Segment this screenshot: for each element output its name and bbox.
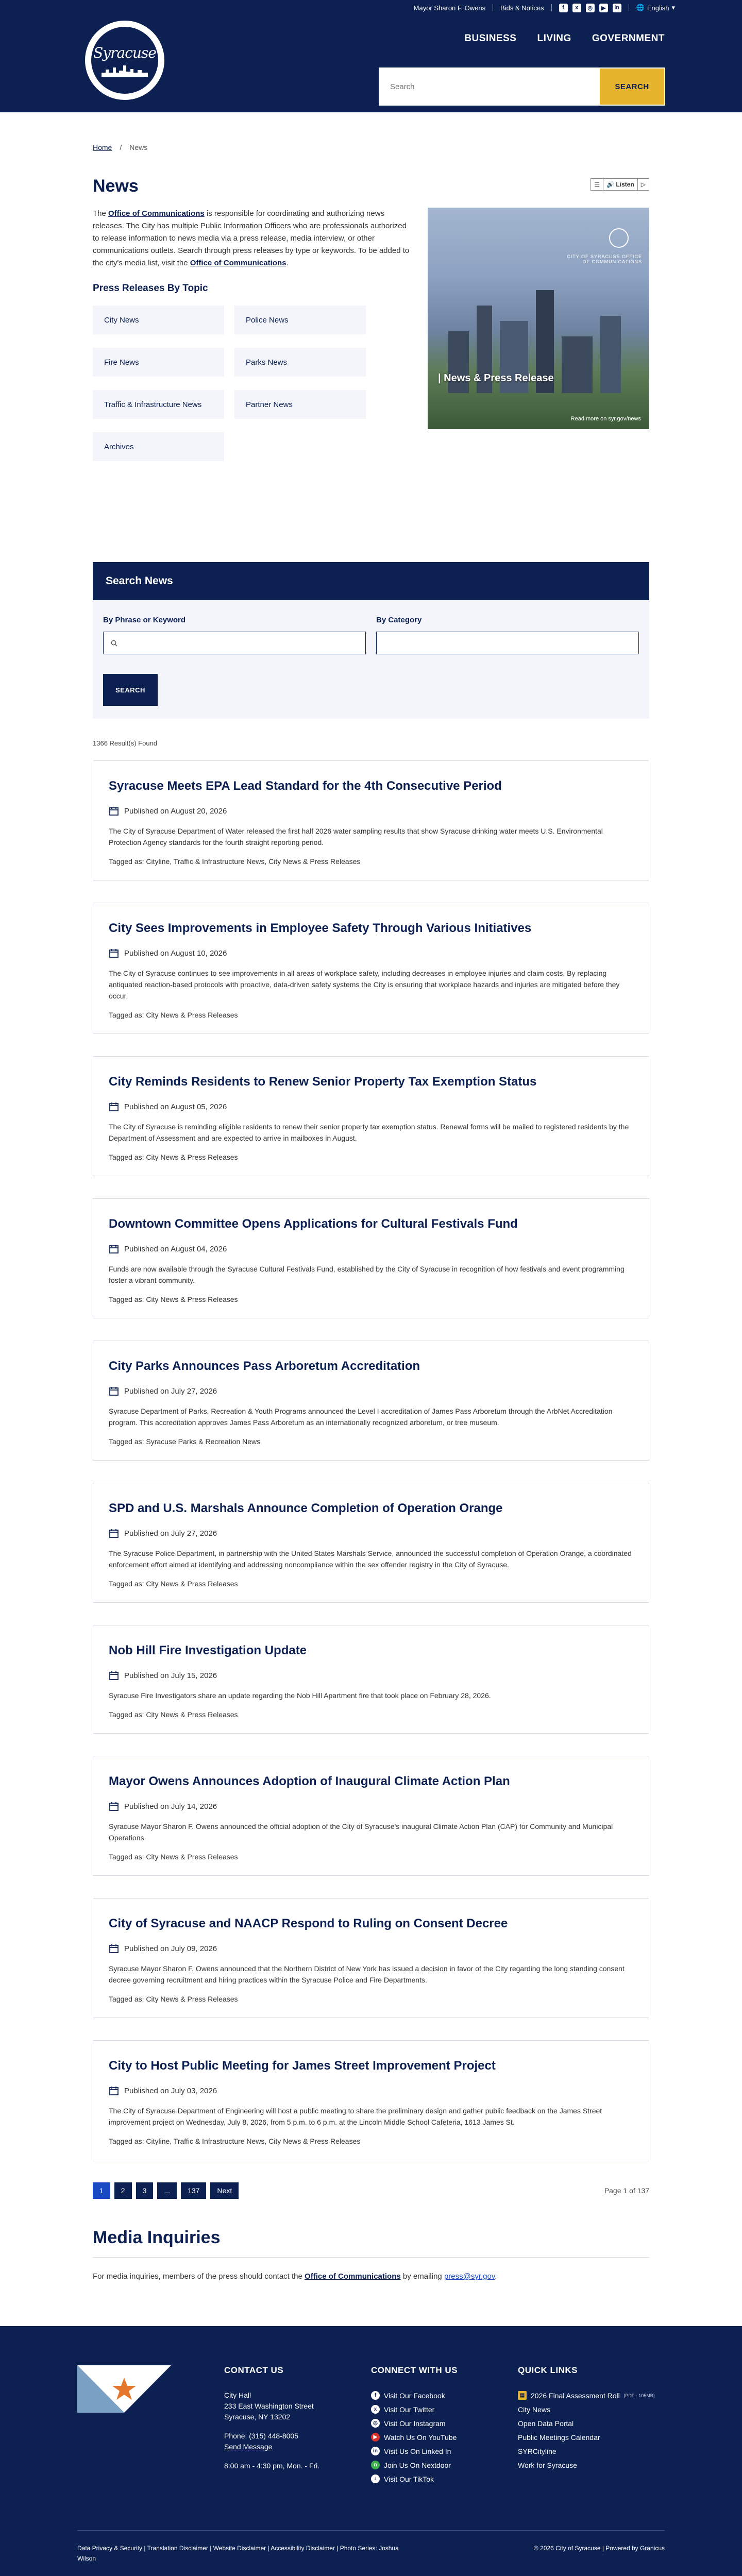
intro-body: is responsible for coordinating and authorizing news releases. The City has multiple Public Information Officers who are professionals authorized to release information to news media via a press release, media interview, or other communications outlets. Search through press releases by type or keywords. To be added to the city's media list, visit the	[93, 209, 410, 267]
topics-grid	[93, 306, 410, 461]
article-title-link[interactable]: City of Syracuse and NAACP Respond to Ruling on Consent Decree	[109, 1917, 508, 1930]
site-search-input[interactable]	[390, 82, 600, 91]
spacer	[224, 2452, 371, 2461]
address-line: City Hall	[224, 2391, 251, 2399]
calendar-icon	[109, 2086, 119, 2096]
article-tags[interactable]: Tagged as: City News & Press Releases	[109, 1853, 238, 1861]
connect-label: Watch Us On YouTube	[384, 2433, 457, 2442]
media-inquiries-title: Media Inquiries	[93, 2228, 221, 2247]
facebook-icon[interactable]: f	[559, 4, 568, 12]
nav-government[interactable]: GOVERNMENT	[592, 33, 665, 44]
quick-link-label: Open Data Portal	[518, 2419, 574, 2428]
main-nav	[464, 33, 665, 44]
article-title-link[interactable]: Nob Hill Fire Investigation Update	[109, 1643, 307, 1657]
article-title-link[interactable]: City to Host Public Meeting for James Street Improvement Project	[109, 2059, 496, 2073]
article-date-text: Published on July 03, 2026	[124, 2086, 217, 2095]
quick-link-city-news[interactable]	[518, 2402, 665, 2416]
pdf-size-badge: [PDF - 105MB]	[623, 2393, 655, 2398]
quick-links-title: QUICK LINKS	[518, 2365, 578, 2375]
page-3-button[interactable]: 3	[136, 2182, 154, 2199]
address-line: 233 East Washington Street	[224, 2402, 314, 2410]
article-tags[interactable]: Tagged as: City News & Press Releases	[109, 1580, 238, 1588]
pagination	[93, 2182, 649, 2199]
mayor-link[interactable]: Mayor Sharon F. Owens	[413, 4, 486, 12]
article-title-link[interactable]: City Sees Improvements in Employee Safety Through Various Initiatives	[109, 921, 532, 935]
footer-logo-mark	[77, 2365, 171, 2413]
tiktok-icon: ♪	[371, 2475, 380, 2483]
connect-linkedin[interactable]	[371, 2444, 518, 2458]
connect-youtube[interactable]	[371, 2430, 518, 2444]
article-date	[109, 1670, 633, 1681]
intro-text	[93, 208, 410, 269]
article-date	[109, 1244, 633, 1254]
logo-seal	[91, 27, 158, 94]
article-date	[109, 948, 633, 958]
news-article-card	[93, 1056, 649, 1176]
linkedin-icon[interactable]: in	[613, 4, 621, 12]
article-tags[interactable]: Tagged as: City News & Press Releases	[109, 1710, 238, 1719]
topics-title: Press Releases By Topic	[93, 283, 208, 294]
quick-link-label: Public Meetings Calendar	[518, 2433, 600, 2442]
main-content	[93, 112, 649, 2326]
news-article-card	[93, 1341, 649, 1461]
office-link[interactable]: Office of Communications	[108, 209, 205, 218]
nextdoor-icon: n	[371, 2461, 380, 2469]
article-tags[interactable]: Tagged as: City News & Press Releases	[109, 1153, 238, 1161]
connect-label: Visit Us On Linked In	[384, 2447, 451, 2455]
quick-link-assessment[interactable]	[518, 2388, 665, 2402]
search-news-title: Search News	[93, 562, 649, 600]
article-date-text: Published on August 05, 2026	[124, 1102, 227, 1111]
facebook-icon: f	[371, 2391, 380, 2400]
twitter-icon: x	[371, 2405, 380, 2414]
copyright: © 2026 City of Syracuse | Powered by Granicus	[533, 2545, 665, 2552]
category-field-group	[376, 616, 639, 654]
connect-label: Visit Our Twitter	[384, 2405, 435, 2414]
intro-end: .	[286, 259, 289, 267]
article-description: The City of Syracuse Department of Engineering will host a public meeting to share the preliminary design and gather public feedback on the James Street improvement project on Wednesday, July 8, 2026, from 5 p.m. to 6 p.m. at the Lincoln Middle School Cafeteria, 1613 James St.	[109, 2107, 602, 2126]
contact-lines	[224, 2390, 371, 2471]
news-photo	[428, 208, 649, 429]
quick-link-open-data[interactable]	[518, 2416, 665, 2430]
nav-business[interactable]: BUSINESS	[464, 33, 517, 44]
article-description: Syracuse Mayor Sharon F. Owens announced that the Northern District of New York has issued a decision in favor of the City regarding the long standing consent decree governing recruitment and hiring practices within the Syracuse Police and Fire Departments.	[109, 1964, 625, 1984]
topic-traffic-news[interactable]: Traffic & Infrastructure News	[93, 390, 224, 419]
article-title-link[interactable]: City Parks Announces Pass Arboretum Accreditation	[109, 1359, 420, 1373]
page-title: News	[93, 176, 139, 196]
article-tags[interactable]: Tagged as: City News & Press Releases	[109, 1295, 238, 1303]
globe-icon: 🌐	[636, 4, 645, 11]
connect-label: Visit Our TikTok	[384, 2475, 434, 2483]
instagram-icon[interactable]: ◎	[586, 4, 595, 12]
skyline-icon	[102, 64, 148, 77]
article-description: The City of Syracuse Department of Water released the first half 2026 water sampling results that show Syracuse drinking water meets U.S. Environmental Protection Agency standards for the fourth straight reporting period.	[109, 827, 603, 846]
calendar-icon	[109, 1386, 119, 1396]
connect-label: Join Us On Nextdoor	[384, 2461, 451, 2469]
quick-link-label: City News	[518, 2405, 551, 2414]
footer-bottom	[77, 2543, 665, 2564]
divider	[93, 2257, 649, 2258]
article-date-text: Published on August 04, 2026	[124, 1244, 227, 1253]
article-date-text: Published on July 09, 2026	[124, 1944, 217, 1953]
connect-list	[371, 2388, 518, 2486]
article-date-text: Published on August 10, 2026	[124, 948, 227, 958]
intro-prefix: The	[93, 209, 109, 218]
address-line: Syracuse, NY 13202	[224, 2413, 291, 2421]
topic-parks-news[interactable]: Parks News	[234, 348, 366, 377]
hours-line: 8:00 am - 4:30 pm, Mon. - Fri.	[224, 2462, 320, 2470]
page-last-button[interactable]: 137	[181, 2182, 206, 2199]
news-article-card	[93, 2040, 649, 2160]
result-count: 1366 Result(s) Found	[93, 739, 158, 747]
page-1-button[interactable]: 1	[93, 2182, 110, 2199]
page-of-label: Page 1 of 137	[604, 2187, 649, 2195]
spacer	[224, 2422, 371, 2431]
play-icon[interactable]: ▷	[640, 181, 646, 188]
article-description: Syracuse Mayor Sharon F. Owens announced the official adoption of the City of Syracuse's inaugural Climate Action Plan (CAP) for Community and Municipal Operations.	[109, 1822, 613, 1842]
article-tags[interactable]: Tagged as: Cityline, Traffic & Infrastructure News, City News & Press Releases	[109, 2137, 361, 2145]
listen-widget[interactable]	[591, 178, 649, 191]
media-text-1: For media inquiries, members of the press should contact the	[93, 2272, 305, 2281]
logo-text: Syracuse	[93, 44, 156, 61]
connect-column	[371, 2365, 518, 2486]
legal-links[interactable]: Data Privacy & Security | Translation Disclaimer | Website Disclaimer | Accessibility Disclaimer | Photo Series: Joshua Wilson	[77, 2545, 399, 2562]
language-label: English	[647, 4, 669, 12]
page-buttons	[93, 2182, 239, 2199]
city-logo[interactable]	[85, 21, 164, 100]
youtube-icon: ▶	[371, 2433, 380, 2442]
news-article-card	[93, 760, 649, 880]
quick-links-column	[518, 2365, 665, 2486]
footer-logo[interactable]	[77, 2365, 224, 2486]
calendar-icon	[109, 1943, 119, 1954]
topic-partner-news[interactable]: Partner News	[234, 390, 366, 419]
search-news-form	[93, 600, 649, 719]
search-fields	[103, 616, 639, 654]
news-article-card	[93, 1898, 649, 2018]
phrase-field-group	[103, 616, 366, 654]
topic-fire-news[interactable]: Fire News	[93, 348, 224, 377]
intro-row	[93, 208, 649, 461]
intro-left	[93, 208, 410, 461]
building-shape	[600, 316, 621, 393]
article-description: Funds are now available through the Syracuse Cultural Festivals Fund, established by the City of Syracuse in recognition of how festivals and event programming foster a vibrant community.	[109, 1265, 625, 1284]
breadcrumb	[93, 112, 649, 151]
article-title-link[interactable]: Downtown Committee Opens Applications for Cultural Festivals Fund	[109, 1217, 518, 1231]
article-description: The City of Syracuse continues to see improvements in all areas of workplace safety, including decreases in employee injuries and claim costs. By replacing antiquated reaction-based protocols with proactive, data-driven safety systems the City is ensuring that workplace hazards and injuries are mitigated before they occur.	[109, 969, 620, 1000]
article-date	[109, 2086, 633, 2096]
office-link-2[interactable]: Office of Communications	[190, 259, 286, 267]
article-title-link[interactable]: Mayor Owens Announces Adoption of Inaugural Climate Action Plan	[109, 1774, 510, 1788]
connect-tiktok[interactable]	[371, 2472, 518, 2486]
connect-facebook[interactable]	[371, 2388, 518, 2402]
calendar-icon	[109, 948, 119, 958]
phrase-input[interactable]	[103, 632, 366, 654]
contact-title: CONTACT US	[224, 2365, 284, 2375]
divider	[77, 2530, 665, 2531]
article-date-text: Published on August 20, 2026	[124, 806, 227, 816]
instagram-icon: ◎	[371, 2419, 380, 2428]
news-article-card	[93, 1198, 649, 1318]
page-2-button[interactable]: 2	[114, 2182, 132, 2199]
article-date-text: Published on July 27, 2026	[124, 1529, 217, 1538]
article-date	[109, 1386, 633, 1396]
article-tags[interactable]: Tagged as: City News & Press Releases	[109, 1011, 238, 1019]
article-date-text: Published on July 27, 2026	[124, 1386, 217, 1396]
search-news-panel	[93, 562, 649, 719]
category-label: By Category	[376, 616, 422, 624]
news-article-card	[93, 1483, 649, 1603]
quick-link-cityline[interactable]	[518, 2444, 665, 2458]
language-selector[interactable]	[636, 4, 675, 12]
calendar-icon	[109, 1528, 119, 1538]
caret-down-icon: ▾	[671, 4, 675, 11]
article-date	[109, 1101, 633, 1112]
article-description: Syracuse Fire Investigators share an update regarding the Nob Hill Apartment fire that took place on February 28, 2026.	[109, 1691, 491, 1700]
article-date-text: Published on July 14, 2026	[124, 1802, 217, 1811]
photo-org: CITY OF SYRACUSE OFFICE OF COMMUNICATIONS	[567, 254, 642, 264]
site-search	[379, 67, 665, 106]
photo-link: Read more on syr.gov/news	[570, 416, 641, 422]
article-date	[109, 1801, 633, 1811]
quick-link-label: SYRCityline	[518, 2447, 556, 2455]
phrase-label: By Phrase or Keyword	[103, 616, 186, 624]
next-page-button[interactable]: Next	[210, 2182, 239, 2199]
article-date	[109, 1528, 633, 1538]
news-article-card	[93, 1756, 649, 1876]
footer-columns	[77, 2365, 665, 2486]
bids-link[interactable]: Bids & Notices	[500, 4, 544, 12]
article-date-text: Published on July 15, 2026	[124, 1671, 217, 1680]
menu-icon[interactable]: ☰	[591, 179, 603, 190]
social-links	[559, 4, 621, 12]
media-text-3: .	[495, 2272, 497, 2281]
breadcrumb-home[interactable]: Home	[93, 143, 112, 151]
quick-links-list	[518, 2388, 665, 2472]
article-tags[interactable]: Tagged as: City News & Press Releases	[109, 1995, 238, 2003]
phone-line[interactable]: Phone: (315) 448-8005	[224, 2432, 298, 2440]
connect-label: Visit Our Facebook	[384, 2391, 445, 2400]
news-article-card	[93, 903, 649, 1034]
article-description: The City of Syracuse is reminding eligible residents to renew their senior property tax exemption status. Renewal forms will be mailed to registered residents by the Department of Assessment and are expected to arrive in mailboxes in August.	[109, 1123, 629, 1142]
connect-instagram[interactable]	[371, 2416, 518, 2430]
photo-caption: | News & Press Release	[438, 372, 554, 384]
article-tags[interactable]: Tagged as: Cityline, Traffic & Infrastructure News, City News & Press Releases	[109, 857, 361, 866]
topic-police-news[interactable]: Police News	[234, 306, 366, 334]
listen-label[interactable]: Listen	[616, 181, 634, 188]
article-tags[interactable]: Tagged as: Syracuse Parks & Recreation News	[109, 1437, 261, 1446]
breadcrumb-separator: /	[120, 143, 122, 151]
calendar-icon	[109, 806, 119, 816]
building-shape	[562, 336, 593, 393]
divider	[551, 4, 552, 11]
nav-living[interactable]: LIVING	[537, 33, 571, 44]
article-date	[109, 1943, 633, 1954]
article-description: Syracuse Department of Parks, Recreation & Youth Programs announced the Level I accreditation of James Pass Arboretum through the ArbNet Accreditation program. This accreditation approves James Pass Arboretum as an internationally recognized arboretum, or tree museum.	[109, 1407, 613, 1427]
media-inquiries-text	[93, 2272, 649, 2326]
article-date	[109, 806, 633, 816]
twitter-icon[interactable]: x	[572, 4, 581, 12]
quick-link-label: Work for Syracuse	[518, 2461, 577, 2469]
topic-city-news[interactable]: City News	[93, 306, 224, 334]
site-footer	[0, 2326, 742, 2576]
page-ellipsis: ...	[157, 2182, 177, 2199]
press-email-link[interactable]: press@syr.gov	[444, 2272, 495, 2281]
calendar-icon	[109, 1244, 119, 1254]
media-office-link[interactable]: Office of Communications	[305, 2272, 401, 2281]
contact-column	[224, 2365, 371, 2486]
utility-bar	[414, 0, 675, 15]
connect-label: Visit Our Instagram	[384, 2419, 446, 2428]
topic-archives[interactable]: Archives	[93, 432, 224, 461]
calendar-icon	[109, 1101, 119, 1112]
calendar-icon	[109, 1670, 119, 1681]
photo-seal-icon	[609, 228, 629, 248]
speaker-icon: 🔊 Listen	[603, 179, 638, 190]
pdf-icon: ▤	[518, 2391, 527, 2400]
youtube-icon[interactable]: ▶	[599, 4, 608, 12]
quick-link-label: 2026 Final Assessment Roll	[531, 2391, 620, 2400]
media-text-2: by emailing	[400, 2272, 444, 2281]
site-search-button[interactable]: SEARCH	[600, 69, 664, 105]
connect-nextdoor[interactable]	[371, 2458, 518, 2472]
connect-title: CONNECT WITH US	[371, 2365, 458, 2375]
article-title-link[interactable]: Syracuse Meets EPA Lead Standard for the 4th Consecutive Period	[109, 779, 502, 793]
article-title-link[interactable]: SPD and U.S. Marshals Announce Completion of Operation Orange	[109, 1501, 503, 1515]
news-article-card	[93, 1625, 649, 1734]
article-title-link[interactable]: City Reminds Residents to Renew Senior Property Tax Exemption Status	[109, 1075, 537, 1089]
connect-twitter[interactable]	[371, 2402, 518, 2416]
search-news-button[interactable]: SEARCH	[103, 674, 158, 706]
send-message-link[interactable]: Send Message	[224, 2443, 273, 2451]
article-list	[93, 760, 649, 2160]
site-header	[0, 0, 742, 112]
category-select[interactable]	[376, 632, 639, 654]
article-description: The Syracuse Police Department, in partnership with the United States Marshals Service, announced the successful completion of Operation Orange, a coordinated enforcement effort aimed at identifying and addressing noncompliance within the sex offender registry in the City of Syracuse.	[109, 1549, 632, 1569]
search-icon	[111, 640, 117, 647]
linkedin-icon: in	[371, 2447, 380, 2455]
quick-link-meetings[interactable]	[518, 2430, 665, 2444]
breadcrumb-current: News	[129, 143, 148, 151]
calendar-icon	[109, 1801, 119, 1811]
quick-link-jobs[interactable]	[518, 2458, 665, 2472]
